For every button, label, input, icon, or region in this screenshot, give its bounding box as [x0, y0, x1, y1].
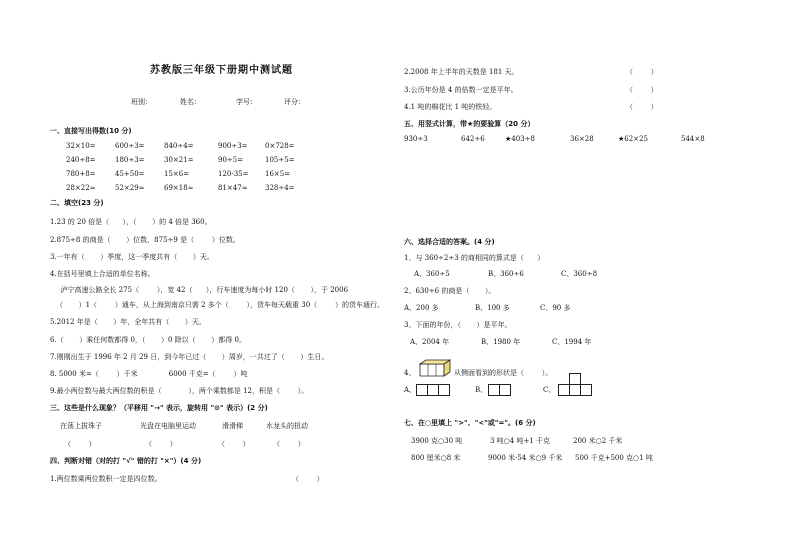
phenomenon-3: 滑滑梯: [222, 422, 243, 430]
choice-q1-b: B、360÷6: [488, 270, 524, 278]
judge-line-4: 4.1 吨的棉花比 1 吨的铁轻。: [404, 103, 497, 111]
info-name: 姓名：: [180, 98, 201, 106]
choice-q1-c: C、360÷8: [561, 270, 598, 278]
phenomenon-blank-3: （ ）: [218, 440, 250, 448]
calc-6: 544×8: [681, 135, 705, 143]
calc-1: 930÷3: [404, 135, 428, 143]
section-2-heading: 二、填空(23 分): [50, 199, 104, 207]
compare-6: 500 千克+500 克○1 吨: [575, 454, 653, 462]
oral-calc-item: 69×18≈: [164, 184, 194, 192]
phenomenon-blank-2: （ ）: [145, 440, 177, 448]
info-number: 学号：: [236, 98, 257, 106]
fill-line-3: 3.一年有（ ）季度，这一季度共有（ ）天。: [50, 253, 214, 261]
fill-line-2: 2.875÷8 的商是（ ）位数，875÷9 是（ ）位数。: [50, 236, 240, 244]
fill-line-4a: 泸宁高速公路全长 275（ ），宽 42（ ），行车速度为每小时 120（ ），于 2006: [56, 286, 349, 294]
oral-calc-item: 780+8=: [66, 170, 96, 178]
choice-q3-a: A、2004 年: [410, 338, 450, 346]
fill-line-5: 5.2012 年是（ ）年，全年共有（ ）天。: [50, 318, 206, 326]
calc-5: ★62×25: [618, 135, 648, 143]
fill-line-7: 7.刚刚出生于 1996 年 2 月 29 日，到今年已过（ ）周岁，一共过了（ ）生日。: [50, 353, 329, 361]
choice-q3-c: C、1994 年: [552, 338, 592, 346]
oral-calc-item: 0×728=: [265, 142, 295, 150]
section-5-heading: 五、用竖式计算，带★的要验算（20 分）: [404, 120, 535, 128]
compare-3: 200 米○2 千米: [573, 437, 623, 445]
info-score: 评分：: [284, 98, 305, 106]
calc-4: 36×28: [570, 135, 594, 143]
option-c-square-3: [580, 384, 592, 396]
oral-calc-item: 600÷3=: [115, 142, 145, 150]
judge-mark-2: （ ）: [626, 68, 658, 76]
oral-calc-item: 328÷4=: [265, 184, 295, 192]
section-4-heading: 四、判断对错（对的打 "√" 错的打 "×"）(4 分): [50, 457, 202, 465]
compare-1: 3900 克○30 吨: [411, 437, 463, 445]
section-6-heading: 六、选择合适的答案。(4 分): [404, 238, 495, 246]
oral-calc-item: 28×22≈: [66, 184, 96, 192]
page-title: 苏教版三年级下册期中测试题: [150, 65, 293, 76]
phenomenon-4: 水龙头的扭动: [266, 422, 308, 430]
phenomenon-2: 光盘在电脑里运动: [140, 422, 196, 430]
choice-q2-c: C、90 多: [540, 304, 571, 312]
section-1-heading: 一、直接写出得数(10 分): [50, 127, 132, 135]
choice-q2-b: B、100 多: [475, 304, 510, 312]
phenomenon-blank-1: （ ）: [64, 440, 96, 448]
choice-q1: 1、与 360÷2÷3 的商相同的算式是（ ）: [404, 254, 545, 262]
fill-line-9: 9.最小两位数与最大两位数的积是（ ），两个乘数都是 12，积是（ ）。: [50, 387, 309, 395]
oral-calc-item: 105÷5=: [265, 156, 295, 164]
compare-4: 800 厘米○8 米: [411, 454, 461, 462]
oral-calc-item: 45+50=: [115, 170, 145, 178]
judge-line-3: 3.公历年份是 4 的倍数一定是平年。: [404, 86, 518, 94]
section-3-heading: 三、这些是什么现象？（平移用 "→" 表示，旋转用 "⊙" 表示）(2 分): [50, 404, 268, 412]
judge-mark-3: （ ）: [626, 86, 658, 94]
option-a-square-3: [438, 384, 450, 396]
calc-2: 642÷6: [461, 135, 485, 143]
choice-q1-a: A、360÷5: [414, 270, 450, 278]
compare-2: 3 吨○4 吨+1 千克: [490, 437, 551, 445]
phenomenon-blank-4: （ ）: [273, 440, 305, 448]
choice-q3-b: B、1980 年: [481, 338, 521, 346]
fill-line-4b: （ ）1（ ）通车，从上海到南京只需 2 多个（ ），货车每天载重 30（ ）的货车通行。: [56, 301, 384, 309]
oral-calc-item: 52×29≈: [115, 184, 145, 192]
choice-q2-a: A、200 多: [404, 304, 439, 312]
oral-calc-item: 30×21=: [164, 156, 194, 164]
compare-5: 9000 米-54 米○9 千米: [488, 454, 563, 462]
oral-calc-item: 840÷4=: [164, 142, 194, 150]
oral-calc-item: 81×47≈: [218, 184, 248, 192]
section-7-heading: 七、在○里填上 ">"、"<"或"="。(6 分): [404, 419, 536, 427]
choice-q2: 2、630÷6 的商是（ ）。: [404, 287, 496, 295]
judge-line-1: 1.两位数乘两位数积一定是四位数。: [50, 475, 162, 483]
choice-q3: 3、下面的年份，（ ）是平年。: [404, 321, 512, 329]
fill-line-6: 6.（ ）乘任何数都得 0，（ ）0 除以（ ）都得 0。: [50, 336, 246, 344]
choice-q4-a: A、: [404, 386, 417, 394]
oral-calc-item: 90÷5=: [218, 156, 244, 164]
judge-line-2: 2.2008 年上半年的天数是 181 天。: [404, 68, 519, 76]
oral-calc-item: 180÷3=: [115, 156, 145, 164]
fill-line-8: 8. 5000 米=（ ）千米 6000 千克=（ ）吨: [50, 370, 248, 378]
oral-calc-item: 120-35=: [218, 170, 249, 178]
choice-q4-b: B、: [475, 386, 488, 394]
oral-calc-item: 32×10=: [66, 142, 96, 150]
judge-mark-4: （ ）: [626, 103, 658, 111]
oral-calc-item: 15×6=: [164, 170, 190, 178]
oral-calc-item: 240÷8=: [66, 156, 96, 164]
phenomenon-1: 在荡上拔珠子: [60, 422, 102, 430]
oral-calc-item: 900÷3=: [218, 142, 248, 150]
choice-q4-c: C、: [543, 386, 556, 394]
calc-3: ★403÷8: [505, 135, 535, 143]
cube-solid-icon: [418, 358, 452, 378]
fill-line-1: 1.23 的 20 倍是（ ），（ ）的 4 倍是 360。: [50, 218, 212, 226]
fill-line-4: 4.在括号里填上合适的单位名称。: [50, 270, 155, 278]
choice-q4-number: 4、: [404, 369, 416, 377]
oral-calc-item: 16×5=: [265, 170, 291, 178]
info-class: 班别：: [131, 98, 152, 106]
option-b-square-2: [499, 384, 511, 396]
choice-q4: 从侧面看到的形状是（ ）。: [454, 369, 553, 377]
judge-mark-1: （ ）: [292, 475, 324, 483]
